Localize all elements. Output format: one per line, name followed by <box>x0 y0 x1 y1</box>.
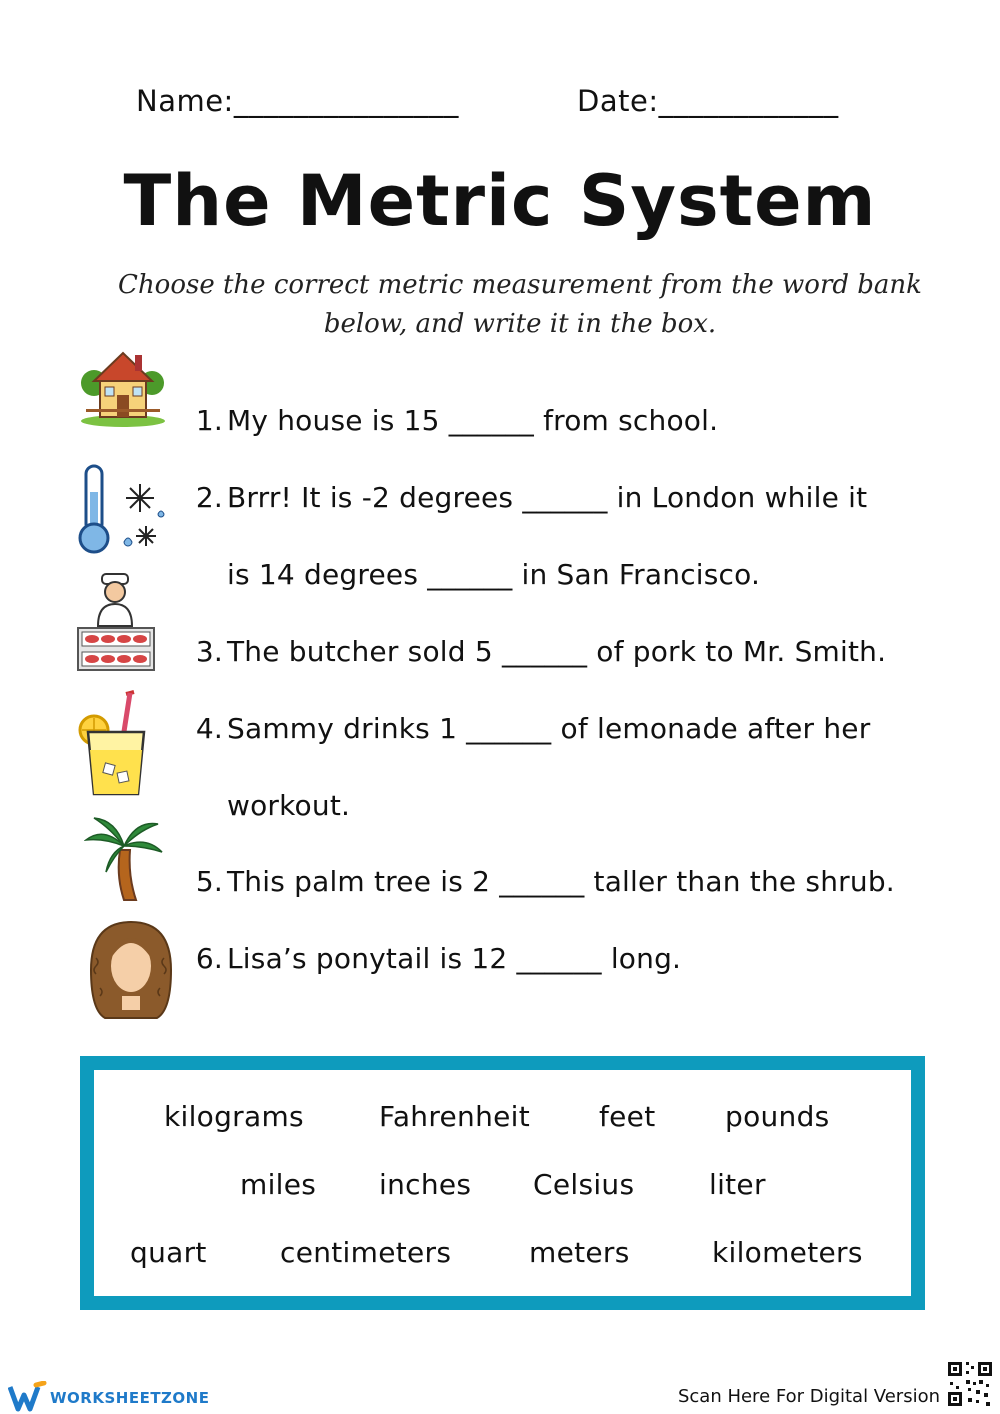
word-bank-item: meters <box>529 1236 630 1269</box>
word-bank-item: Fahrenheit <box>379 1100 531 1133</box>
page-title: The Metric System <box>123 160 877 242</box>
question-4-continued <box>227 789 350 822</box>
question-text: The butcher sold 5 ______ of pork to Mr. Smith. <box>227 635 887 668</box>
question-text: Brrr! It is -2 degrees ______ in London while it <box>227 481 868 514</box>
word-bank-item: feet <box>599 1100 656 1133</box>
question-text: My house is 15 ______ from school. <box>227 404 719 437</box>
question-number: 1. <box>195 404 223 437</box>
scan-instruction: Scan Here For Digital Version <box>677 1386 940 1407</box>
thermometer-snowflake-icon <box>76 462 168 556</box>
butcher-icon <box>76 572 156 672</box>
word-bank-item: Celsius <box>533 1168 635 1201</box>
question-number: 5. <box>195 865 223 898</box>
word-bank-item: kilometers <box>712 1236 863 1269</box>
word-bank-item: inches <box>379 1168 472 1201</box>
word-bank-item: miles <box>240 1168 317 1201</box>
question-number: 6. <box>195 942 223 975</box>
question-text: is 14 degrees ______ in San Francisco. <box>227 558 761 591</box>
question-2-continued <box>227 558 760 591</box>
word-bank-item: quart <box>130 1236 207 1269</box>
brand-name: WORKSHEETZONE <box>50 1389 210 1407</box>
word-bank-item: pounds <box>725 1100 830 1133</box>
house-icon <box>80 345 166 427</box>
lemonade-icon <box>78 690 154 798</box>
question-number: 4. <box>195 712 223 745</box>
question-number: 2. <box>195 481 223 514</box>
question-number: 3. <box>195 635 223 668</box>
qr-code-icon[interactable] <box>946 1360 994 1408</box>
date-field[interactable]: Date:____________ <box>577 84 839 118</box>
word-bank <box>80 1056 925 1310</box>
word-bank-item: centimeters <box>280 1236 452 1269</box>
palm-tree-icon <box>84 816 164 902</box>
logo-mark-icon <box>8 1381 48 1413</box>
question-text: Lisa’s ponytail is 12 ______ long. <box>227 942 682 975</box>
name-field[interactable]: Name:_______________ <box>136 84 459 118</box>
word-bank-item: liter <box>709 1168 766 1201</box>
word-bank-item: kilograms <box>164 1100 304 1133</box>
question-text: Sammy drinks 1 ______ of lemonade after her <box>227 712 871 745</box>
instructions: Choose the correct metric measurement from the word bank below, and write it in the box. <box>118 270 922 339</box>
question-text: This palm tree is 2 ______ taller than the shrub. <box>227 865 895 898</box>
question-text: workout. <box>227 789 351 822</box>
